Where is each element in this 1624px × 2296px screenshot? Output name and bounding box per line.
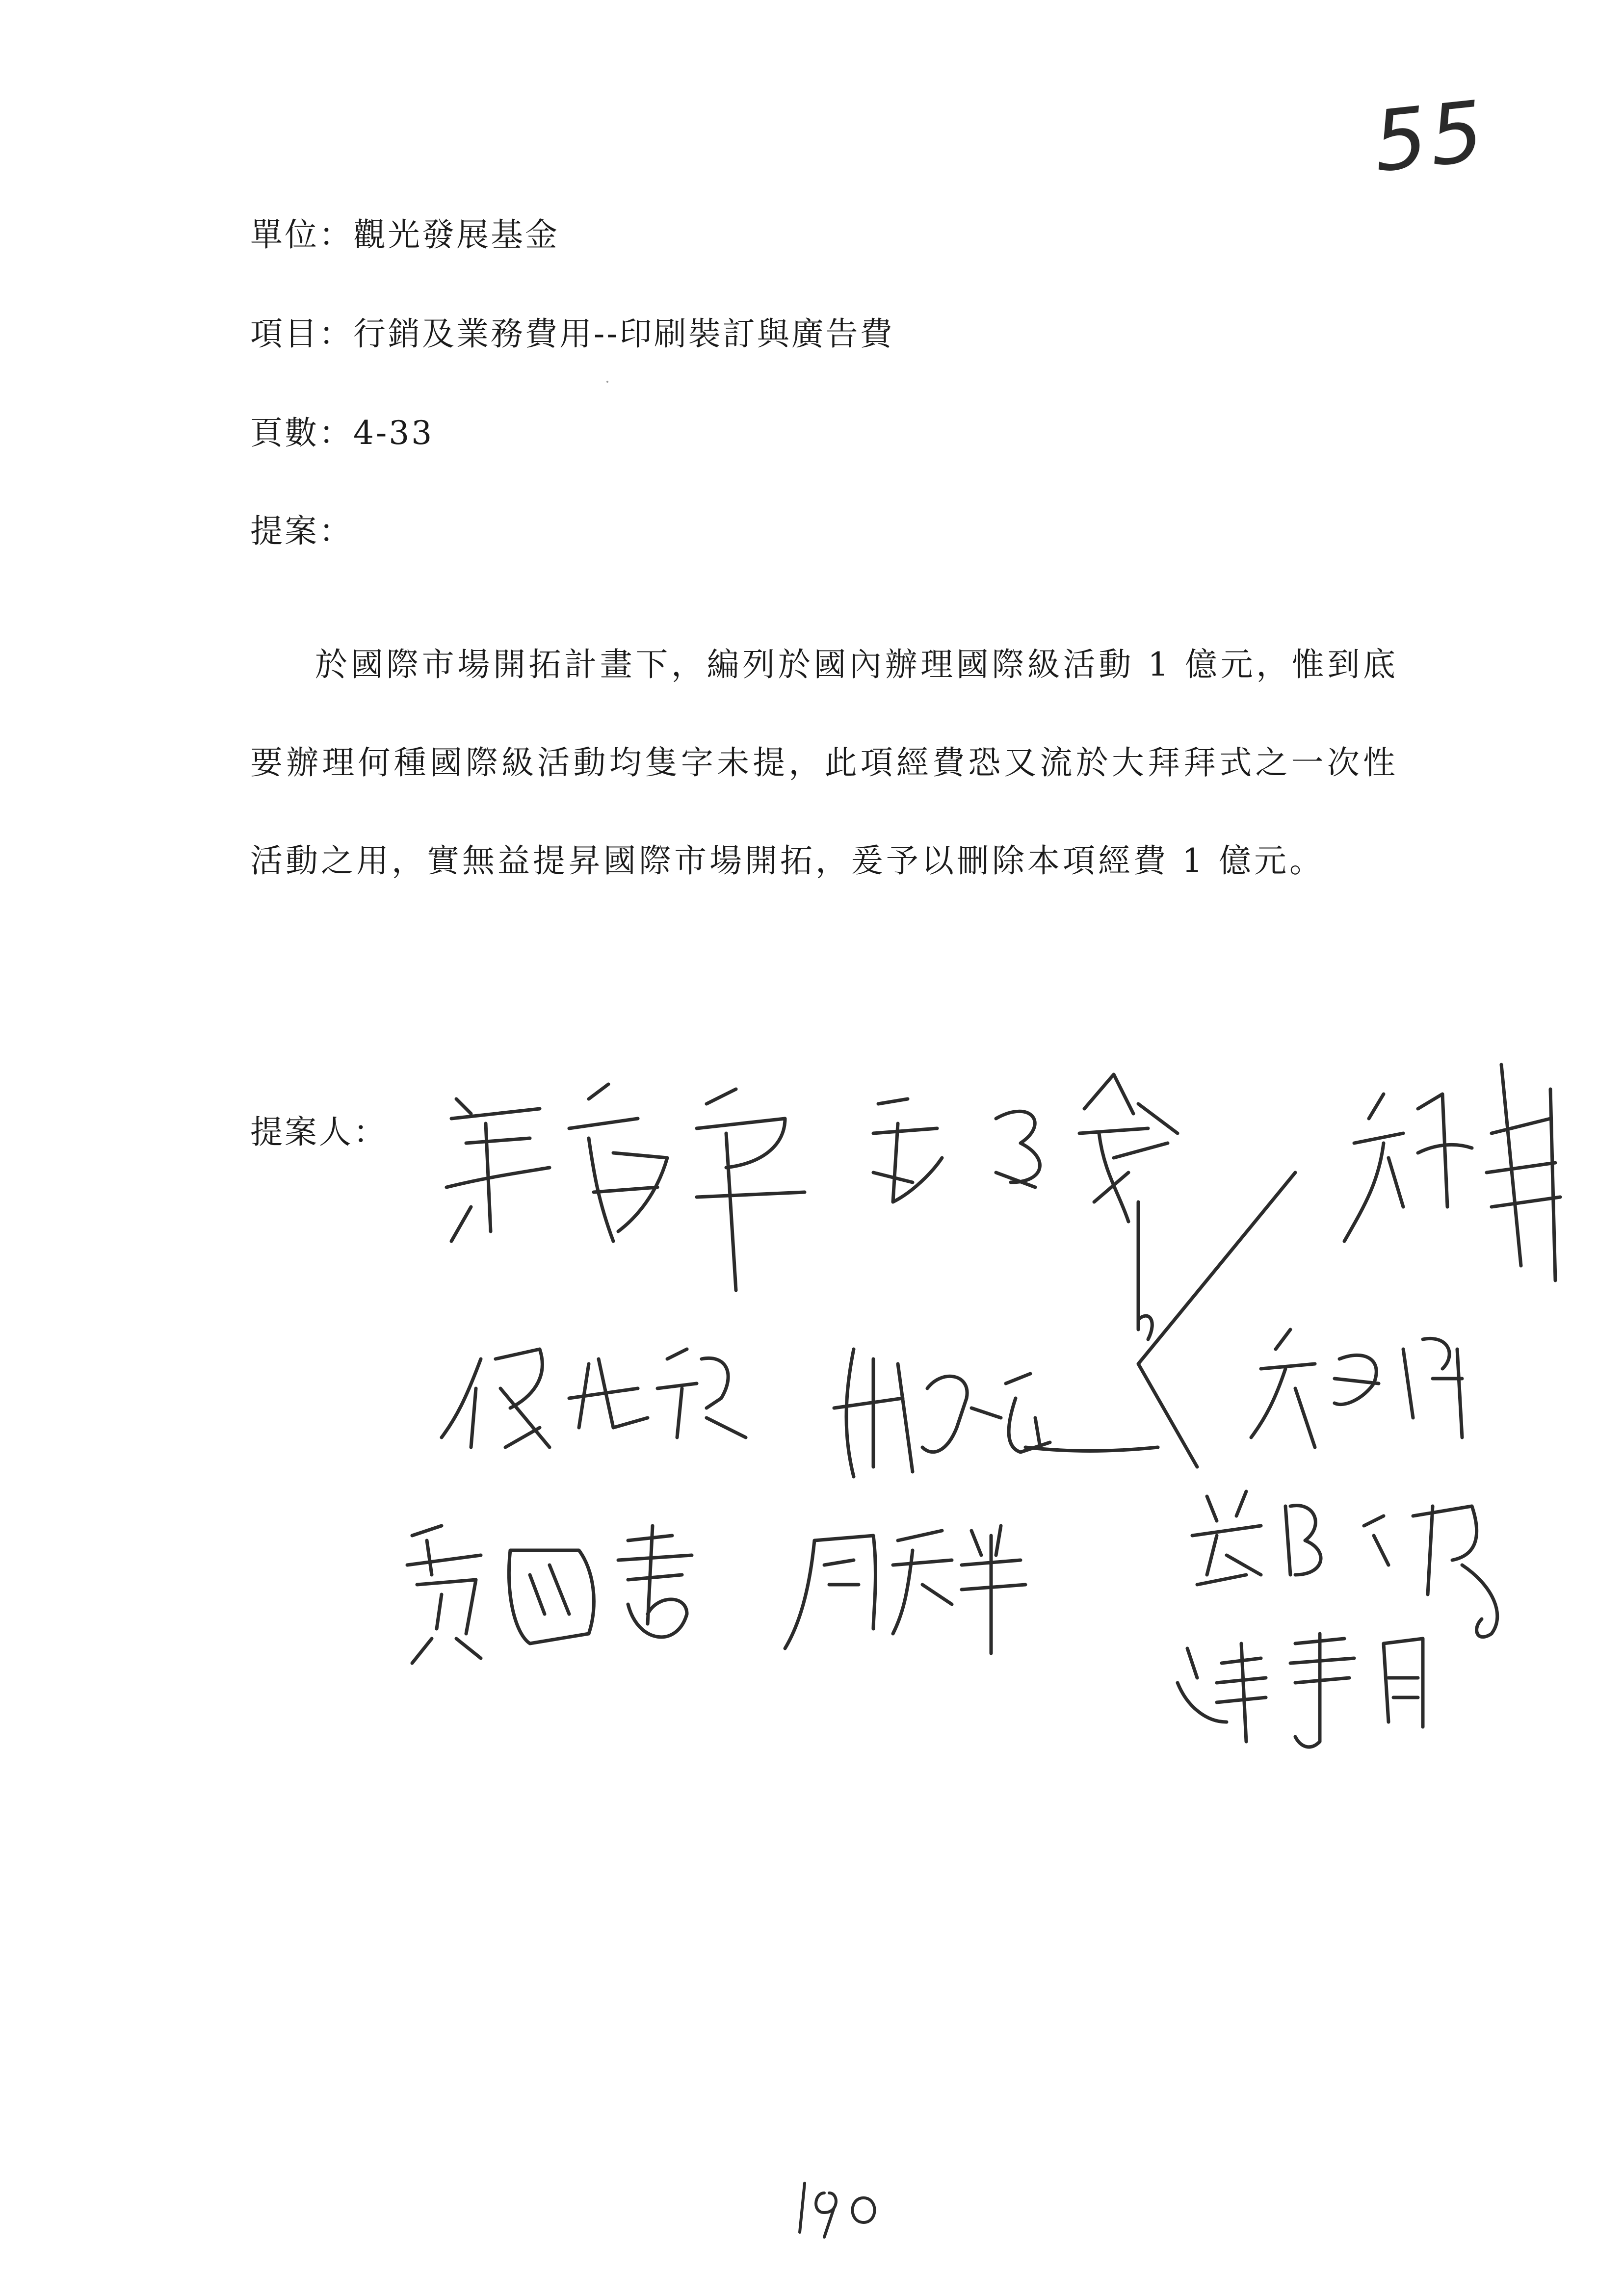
signature-10 bbox=[1178, 1634, 1423, 1747]
signature-6 bbox=[1251, 1330, 1462, 1447]
signature-area bbox=[383, 1045, 1570, 1800]
proposer-label: 提案人： bbox=[250, 1113, 388, 1151]
signature-4 bbox=[442, 1349, 746, 1447]
pages-value: 4-33 bbox=[353, 414, 434, 452]
unit-label: 單位： bbox=[250, 216, 353, 254]
signature-8 bbox=[785, 1526, 1025, 1653]
signature-2 bbox=[873, 1074, 1178, 1339]
handwritten-footer-page-number bbox=[785, 2164, 932, 2242]
item-line bbox=[250, 315, 894, 353]
signature-3 bbox=[1344, 1065, 1560, 1280]
proposal-body: 於國際市場開拓計畫下，編列於國內辦理國際級活動 1 億元，惟到底要辦理何種國際級活動均隻字未提，此項經費恐又流於大拜拜式之一次性活動之用，實無益提昇國際市場開拓，爰予以刪除本項經費 1 億元。 bbox=[250, 646, 1398, 880]
handwritten-page-mark: 55 bbox=[1369, 82, 1491, 191]
item-value: 行銷及業務費用--印刷裝訂與廣告費 bbox=[353, 315, 894, 353]
pages-label: 頁數： bbox=[250, 414, 353, 452]
signature-7 bbox=[407, 1526, 692, 1663]
pages-line bbox=[250, 414, 434, 452]
signature-1 bbox=[446, 1084, 805, 1290]
proposal-heading: 提案： bbox=[250, 512, 353, 550]
signature-5 bbox=[834, 1349, 1158, 1477]
unit-line bbox=[250, 216, 559, 254]
scan-speck bbox=[606, 381, 608, 383]
item-label: 項目： bbox=[250, 315, 353, 353]
signature-slash-stroke bbox=[1138, 1173, 1295, 1467]
unit-value: 觀光發展基金 bbox=[353, 216, 559, 254]
signature-9 bbox=[1192, 1491, 1497, 1637]
